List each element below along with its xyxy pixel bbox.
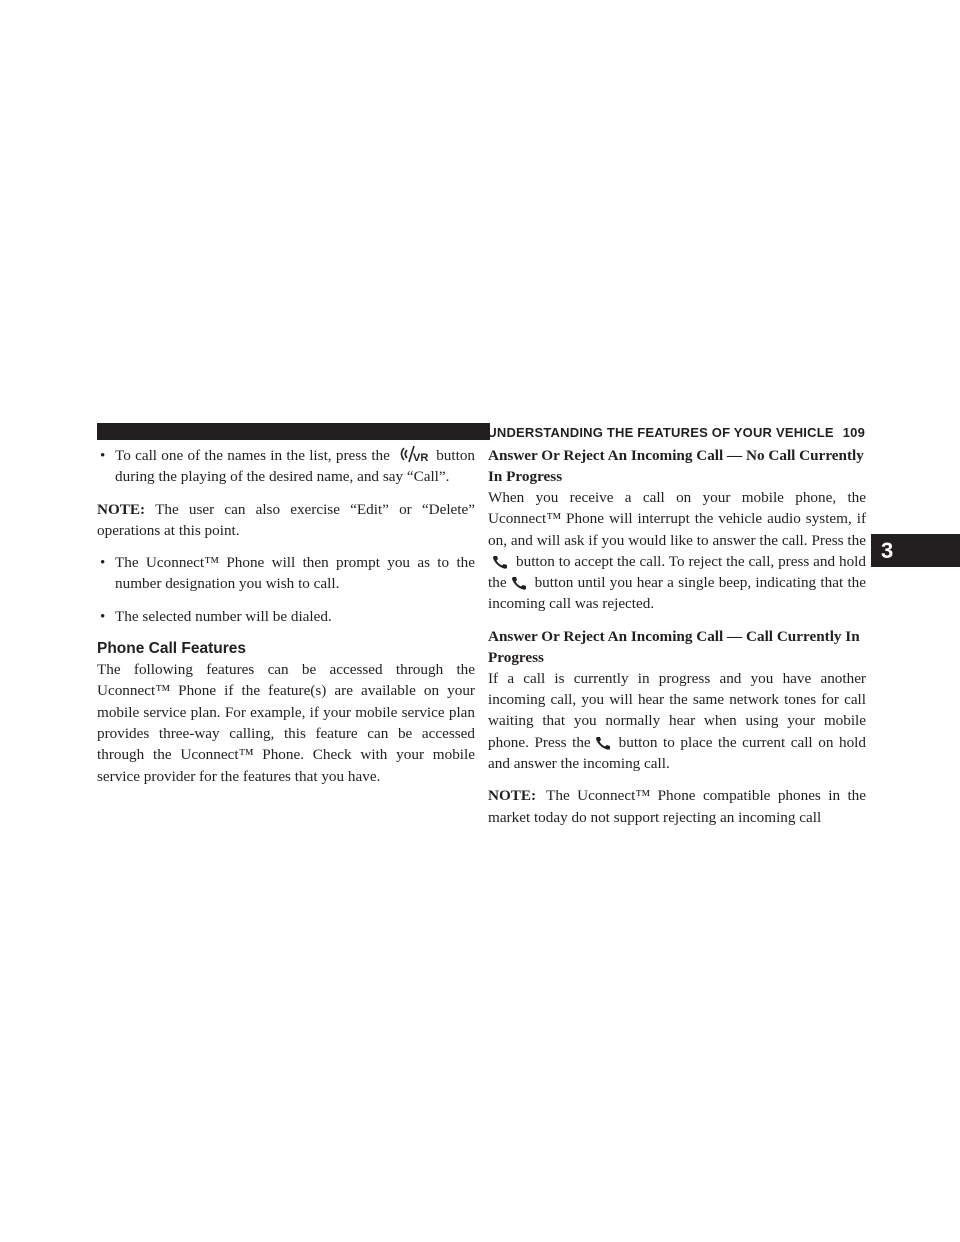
section-heading: Phone Call Features — [97, 640, 247, 658]
bullet-dot: • — [100, 607, 106, 625]
running-header — [487, 424, 865, 441]
paragraph-text: button to place the current call on hold and answer the incoming call. — [488, 733, 866, 772]
list-item — [97, 552, 475, 595]
bullet-text: The selected number will be dialed. — [115, 607, 332, 625]
paragraph-text: When you receive a call on your mobile phone, the Uconnect™ Phone will interrupt the vehicle audio system, if on, and will ask if you would like to answer the call. Press the — [488, 489, 866, 549]
bullet-dot: • — [100, 447, 106, 464]
header-rule — [97, 423, 490, 440]
paragraph-text: button to accept the call. To reject the call, press and hold the — [488, 552, 866, 592]
subsection-heading: Answer Or Reject An Incoming Call — No Call Currently In Progress — [488, 447, 864, 485]
page-number: 109 — [842, 425, 865, 440]
note — [97, 499, 475, 542]
list-item — [97, 606, 475, 627]
note-label: NOTE: — [488, 787, 537, 805]
paragraph-text: button until you hear a single beep, indicating that the incoming call was rejected. — [488, 574, 866, 613]
right-column — [488, 445, 866, 839]
svg-text:VR: VR — [412, 452, 429, 463]
bullet-text: The Uconnect™ Phone will then prompt you as to the number designation you wish to call. — [115, 554, 475, 593]
note-text: The Uconnect™ Phone compatible phones in the market today do not support rejecting an incoming call — [488, 787, 866, 826]
voice-recognition-icon — [396, 445, 430, 463]
bullet-text: To call one of the names in the list, press the — [115, 447, 390, 464]
left-column — [97, 445, 475, 787]
paragraph: The following features can be accessed through the Uconnect™ Phone if the feature(s) are available on your mobile service plan. For example, if your mobile service plan provides three-way calling, this feature can be accessed through the Uconnect™ Phone. Check with your mobile service provider for the features that you have. — [97, 661, 475, 785]
paragraph — [488, 487, 866, 615]
bullet-dot: • — [100, 554, 106, 572]
paragraph — [488, 668, 866, 774]
phone-icon — [511, 576, 527, 590]
paragraph-text: If a call is currently in progress and you have another incoming call, you will hear the same network tones for call waiting that you normally hear when using your mobile phone. Press the — [488, 669, 866, 751]
chapter-tab[interactable]: 3 — [871, 534, 960, 567]
phone-icon — [595, 736, 611, 750]
header-title: UNDERSTANDING THE FEATURES OF YOUR VEHICLE — [487, 425, 834, 440]
subsection-heading: Answer Or Reject An Incoming Call — Call Currently In Progress — [488, 627, 860, 666]
list-item — [97, 445, 475, 488]
note — [488, 785, 866, 828]
note-text: The user can also exercise “Edit” or “Delete” operations at this point. — [97, 500, 475, 539]
phone-icon — [492, 555, 508, 569]
note-label: NOTE: — [97, 500, 146, 518]
bullet-text: button during the playing of the desired name, and say “Call”. — [115, 447, 476, 486]
